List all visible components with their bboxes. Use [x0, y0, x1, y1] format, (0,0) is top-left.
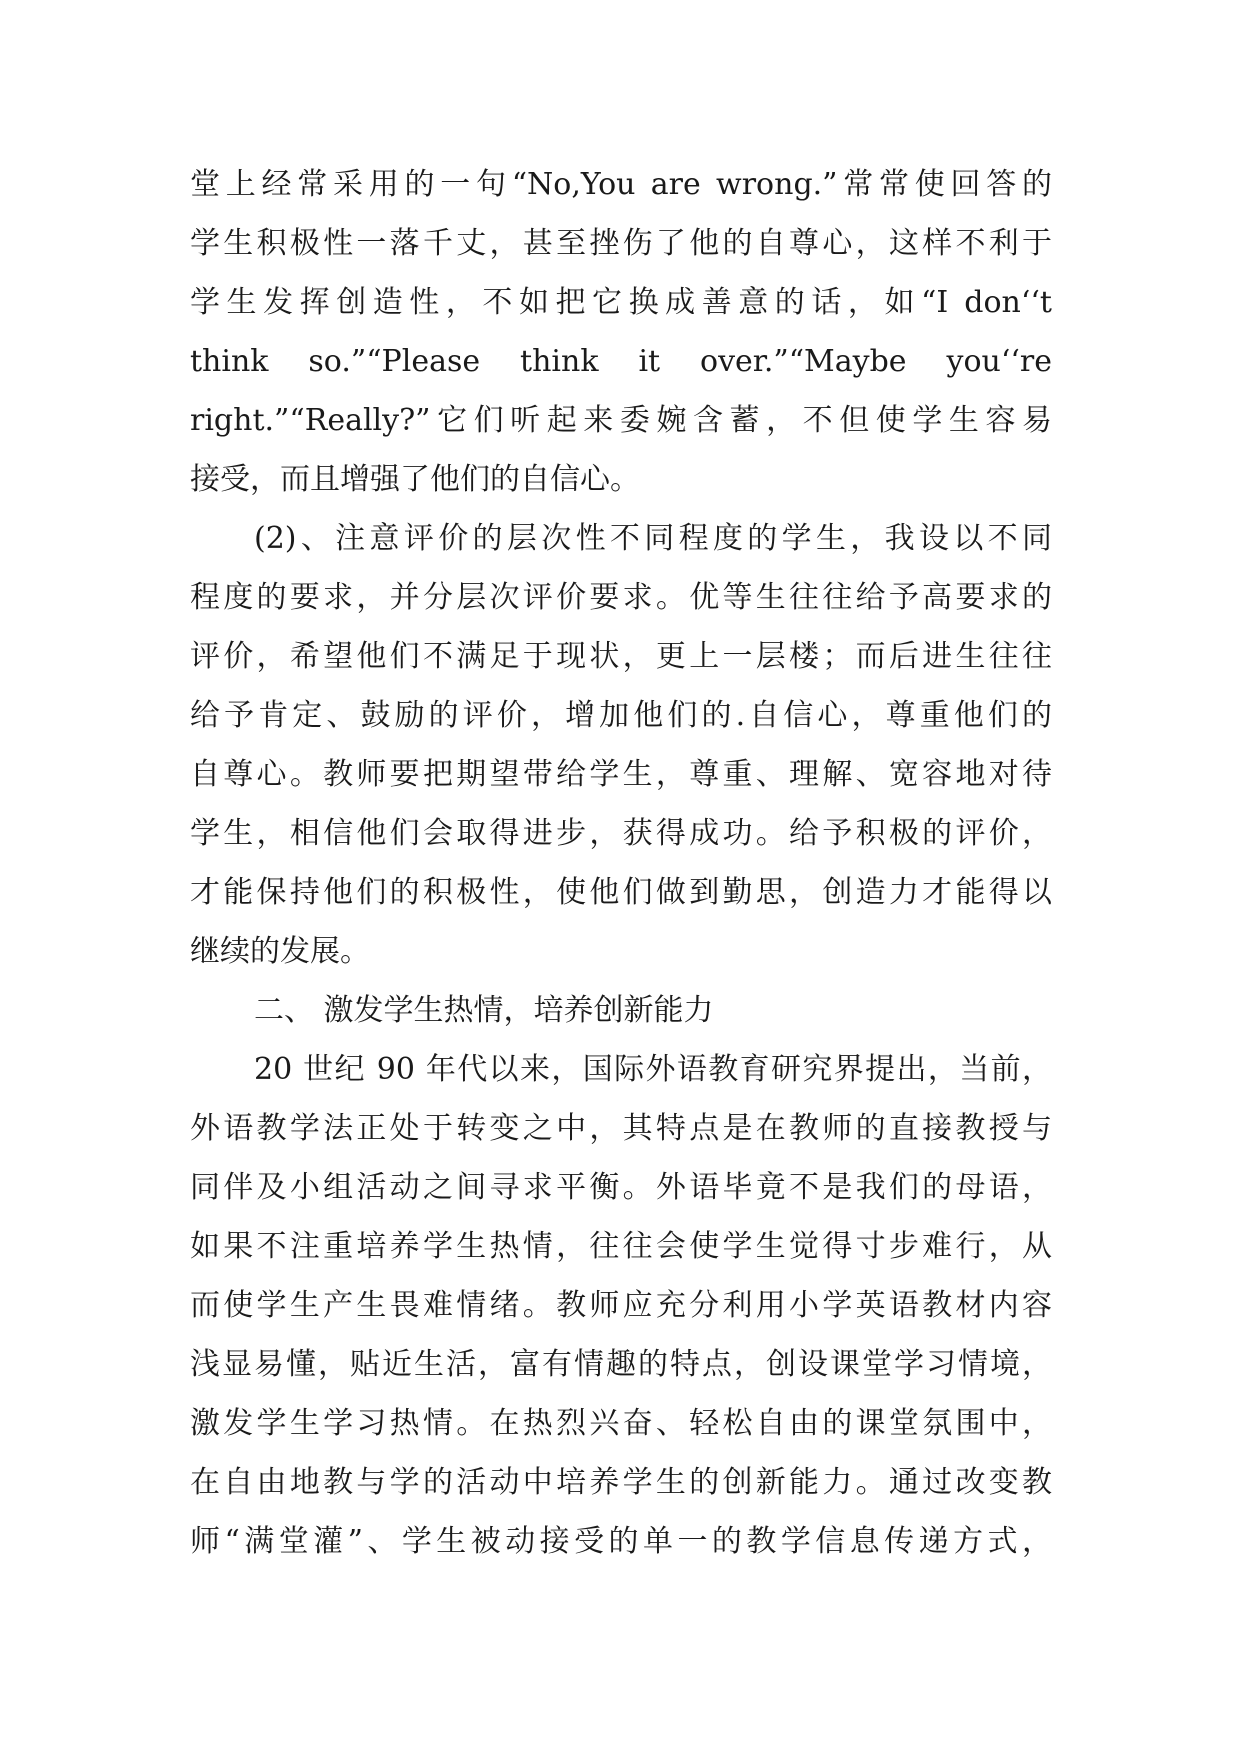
paragraph-2-line-8: 继续的发展。	[190, 934, 370, 969]
paragraph-3-line-7: 激发学生学习热情。在热烈兴奋、轻松自由的课堂氛围中，	[190, 1406, 1052, 1441]
section-heading: 二、 激发学生热情，培养创新能力	[254, 993, 714, 1028]
paragraph-1-line-4: think so.”“Please think it over.”“Maybe you‘‘re	[190, 344, 1052, 379]
paragraph-3-line-4: 如果不注重培养学生热情，往往会使学生觉得寸步难行，从	[190, 1229, 1052, 1264]
paragraph-3-line-3: 同伴及小组活动之间寻求平衡。外语毕竟不是我们的母语，	[190, 1170, 1052, 1205]
paragraph-1-line-6: 接受，而且增强了他们的自信心。	[190, 462, 640, 497]
paragraph-2-line-3: 评价，希望他们不满足于现状，更上一层楼；而后进生往往	[190, 639, 1052, 674]
paragraph-3-line-8: 在自由地教与学的活动中培养学生的创新能力。通过改变教	[190, 1465, 1052, 1500]
paragraph-2-line-2: 程度的要求，并分层次评价要求。优等生往往给予高要求的	[190, 580, 1052, 615]
paragraph-3-line-2: 外语教学法正处于转变之中，其特点是在教师的直接教授与	[190, 1111, 1052, 1146]
paragraph-2-line-6: 学生，相信他们会取得进步，获得成功。给予积极的评价，	[190, 816, 1052, 851]
paragraph-3-line-5: 而使学生产生畏难情绪。教师应充分利用小学英语教材内容	[190, 1288, 1052, 1323]
paragraph-1-line-1: 堂上经常采用的一句“No,You are wrong.”常常使回答的	[190, 167, 1052, 202]
document-body	[190, 155, 1052, 1571]
paragraph-1-line-5: right.”“Really?”它们听起来委婉含蓄，不但使学生容易	[190, 403, 1052, 438]
paragraph-3-line-9: 师“满堂灌”、学生被动接受的单一的教学信息传递方式，	[190, 1524, 1052, 1559]
paragraph-1-line-2: 学生积极性一落千丈，甚至挫伤了他的自尊心，这样不利于	[190, 226, 1052, 261]
paragraph-2-line-4: 给予肯定、鼓励的评价，增加他们的.自信心，尊重他们的	[190, 698, 1052, 733]
paragraph-3-line-1: 20 世纪 90 年代以来，国际外语教育研究界提出，当前，	[254, 1052, 1052, 1087]
paragraph-2-line-7: 才能保持他们的积极性，使他们做到勤思，创造力才能得以	[190, 875, 1052, 910]
paragraph-1-line-3: 学生发挥创造性，不如把它换成善意的话，如“I don‘‘t	[190, 285, 1052, 320]
paragraph-3-line-6: 浅显易懂，贴近生活，富有情趣的特点，创设课堂学习情境，	[190, 1347, 1052, 1382]
paragraph-2-line-1: (2)、注意评价的层次性不同程度的学生，我设以不同	[254, 521, 1052, 556]
paragraph-2-line-5: 自尊心。教师要把期望带给学生，尊重、理解、宽容地对待	[190, 757, 1052, 792]
